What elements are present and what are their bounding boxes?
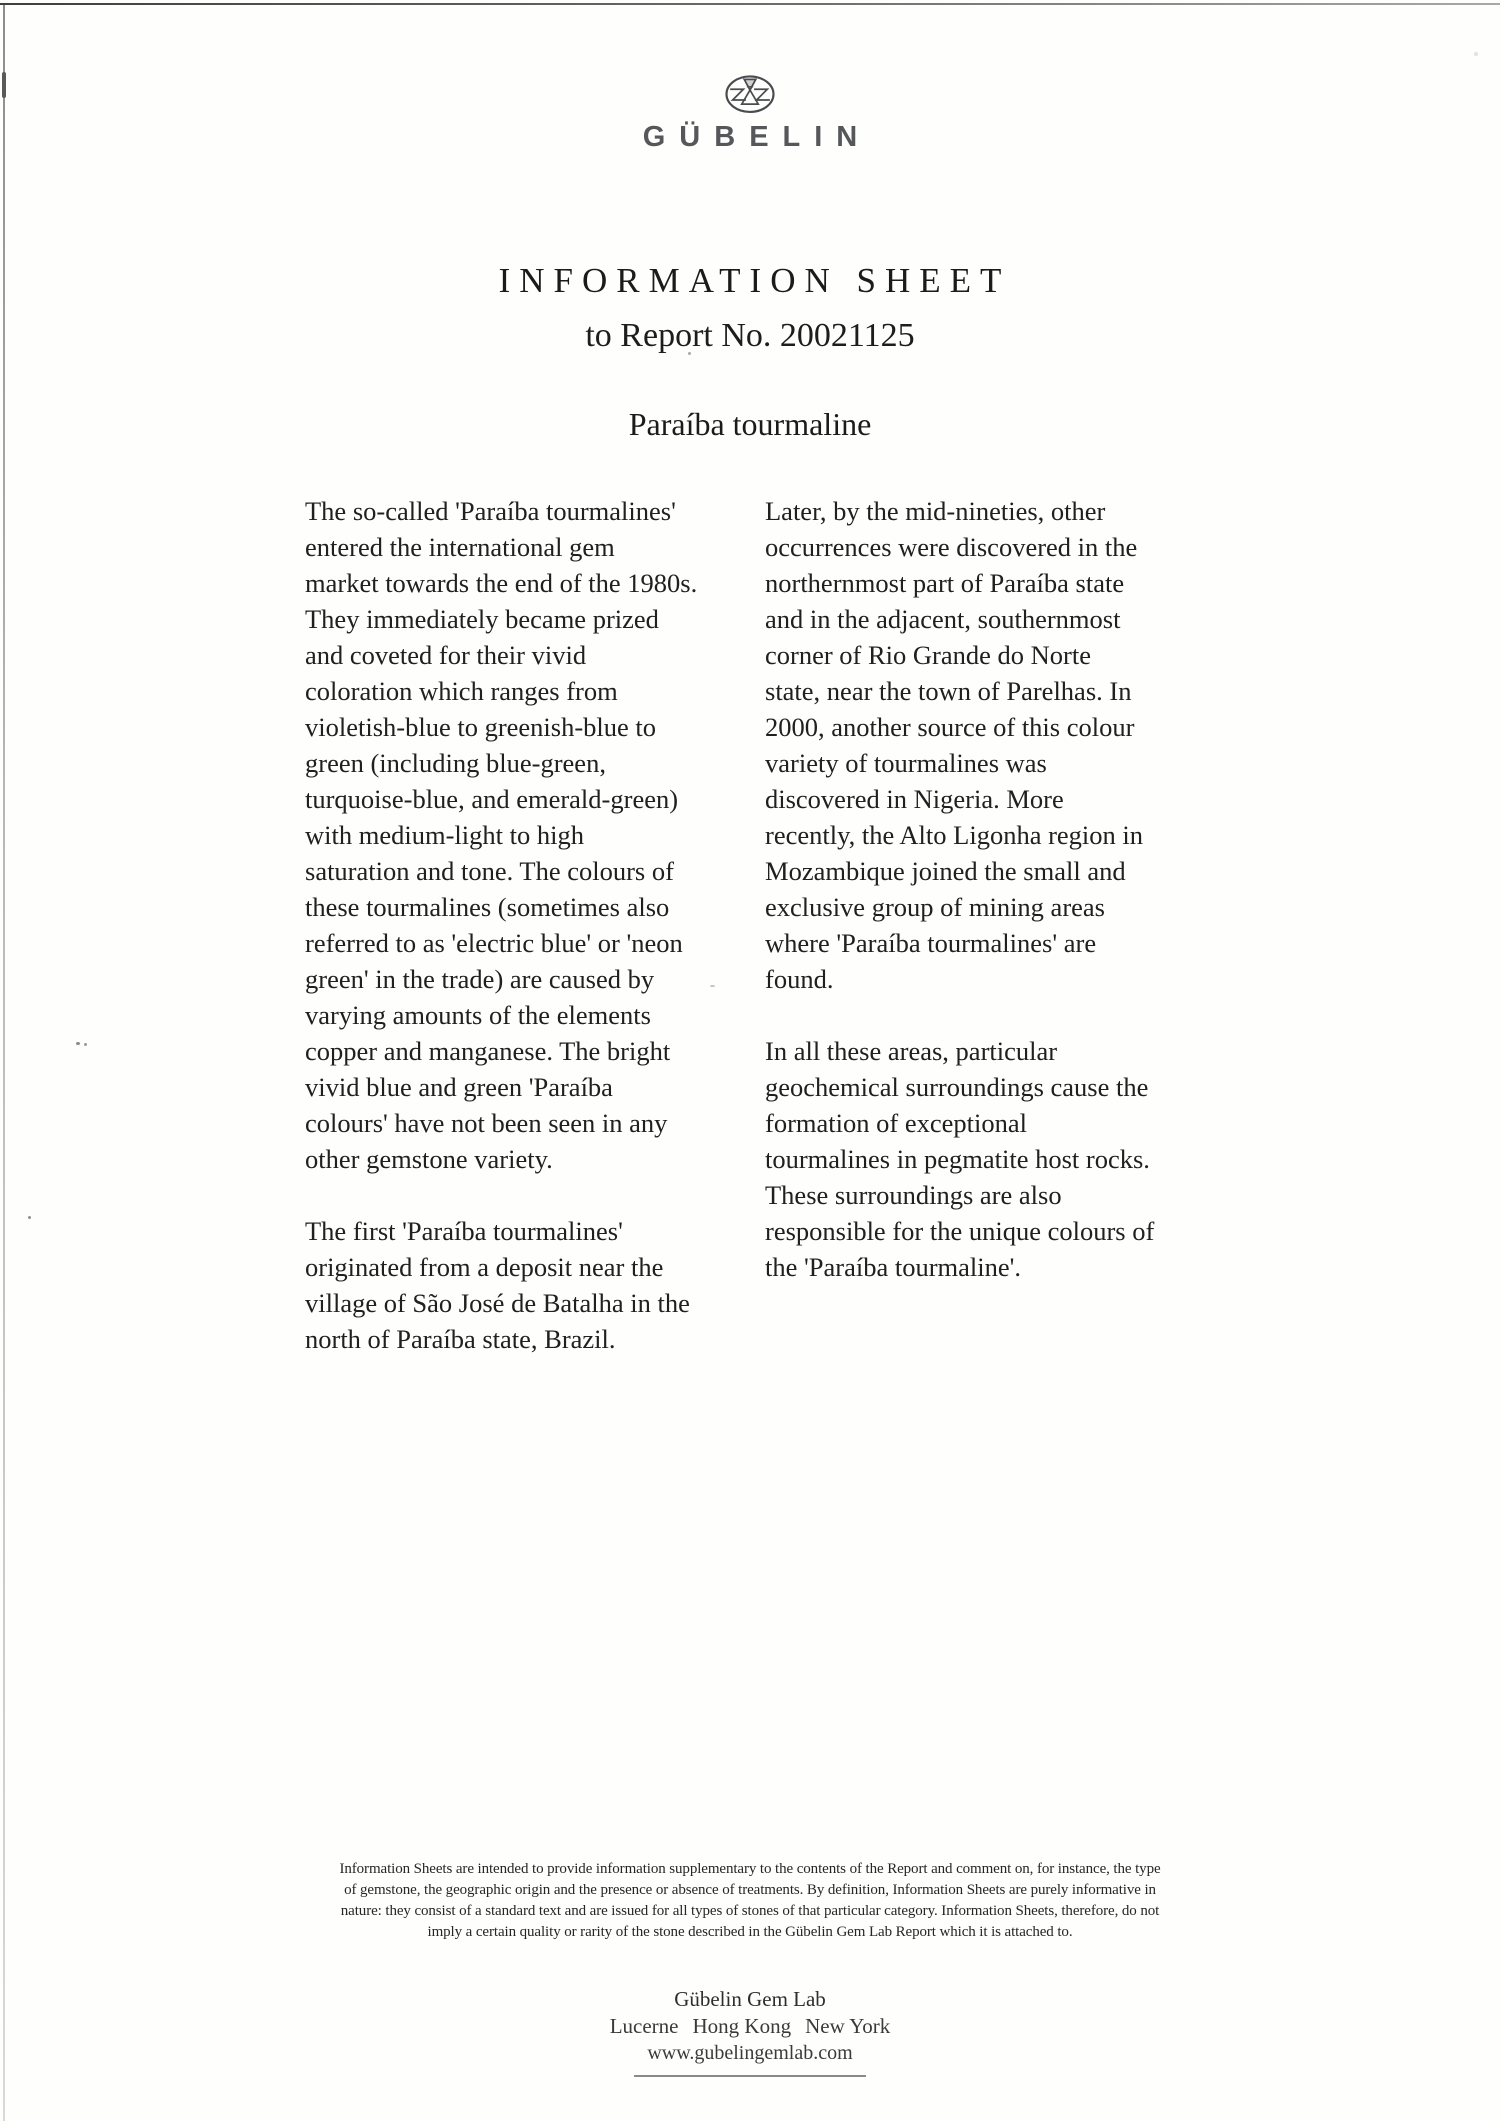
text-line: referred to as 'electric blue' or 'neon: [305, 928, 683, 958]
website-url: www.gubelingemlab.com: [647, 2042, 853, 2064]
paragraph-right-1: [765, 493, 1199, 997]
lab-name: Gübelin Gem Lab: [674, 1987, 826, 2011]
text-line: nature: they consist of a standard text and are issued for all types of stones of that particular category. Information Sheets, therefore, do not: [340, 1903, 1160, 1919]
text-line: 2000, another source of this colour: [765, 712, 1135, 742]
text-line: The so-called 'Paraíba tourmalines': [305, 496, 676, 526]
text-line: responsible for the unique colours of: [765, 1216, 1155, 1246]
body-columns: [305, 493, 1200, 1393]
locations-line: [0, 2013, 1500, 2040]
location-lucerne: Lucerne: [609, 2014, 679, 2038]
text-line: Information Sheets are intended to provide information supplementary to the contents of the Report and comment on, for instance, the type: [339, 1861, 1161, 1877]
text-line: green' in the trade) are caused by: [305, 964, 655, 994]
paragraph-right-2: [765, 1033, 1199, 1285]
paragraph-left-1: [305, 493, 739, 1177]
text-line: state, near the town of Parelhas. In: [765, 676, 1132, 706]
scan-edge-top: [0, 3, 1500, 5]
left-column: [305, 493, 739, 1393]
text-line: geochemical surroundings cause the: [765, 1072, 1149, 1102]
text-line: varying amounts of the elements: [305, 1000, 651, 1030]
footer: [0, 1986, 1500, 2077]
text-line: of gemstone, the geographic origin and the presence or absence of treatments. By definition, Information Sheets are purely informative in: [344, 1882, 1156, 1898]
text-line: northernmost part of Paraíba state: [765, 568, 1125, 598]
text-line: originated from a deposit near the: [305, 1252, 664, 1282]
right-column: [765, 493, 1199, 1393]
text-line: The first 'Paraíba tourmalines': [305, 1216, 623, 1246]
text-line: formation of exceptional: [765, 1108, 1027, 1138]
page-title: INFORMATION SHEET: [498, 261, 1011, 300]
text-line: coloration which ranges from: [305, 676, 618, 706]
text-line: discovered in Nigeria. More: [765, 784, 1064, 814]
text-line: and coveted for their vivid: [305, 640, 587, 670]
location-newyork: New York: [805, 2014, 891, 2038]
text-line: copper and manganese. The bright: [305, 1036, 671, 1066]
report-number-line: to Report No. 20021125: [585, 317, 915, 354]
text-line: imply a certain quality or rarity of the stone described in the Gübelin Gem Lab Report which it is attached to.: [427, 1924, 1073, 1940]
text-line: entered the international gem: [305, 532, 615, 562]
text-line: These surroundings are also: [765, 1180, 1062, 1210]
text-line: exclusive group of mining areas: [765, 892, 1105, 922]
subject-heading: Paraíba tourmaline: [628, 406, 872, 442]
scan-speck: [76, 1042, 80, 1045]
footer-rule: [634, 2075, 866, 2077]
text-line: In all these areas, particular: [765, 1036, 1058, 1066]
scan-speck: [1474, 52, 1478, 56]
text-line: recently, the Alto Ligonha region in: [765, 820, 1144, 850]
text-line: turquoise-blue, and emerald-green): [305, 784, 679, 814]
text-line: colours' have not been seen in any: [305, 1108, 668, 1138]
text-line: village of São José de Batalha in the: [305, 1288, 690, 1318]
scan-speck: [28, 1216, 31, 1219]
text-line: north of Paraíba state, Brazil.: [305, 1324, 616, 1354]
text-line: market towards the end of the 1980s.: [305, 568, 698, 598]
text-line: found.: [765, 964, 834, 994]
text-line: occurrences were discovered in the: [765, 532, 1138, 562]
paragraph-left-2: [305, 1213, 739, 1357]
text-line: and in the adjacent, southernmost: [765, 604, 1121, 634]
text-line: Later, by the mid-nineties, other: [765, 496, 1106, 526]
text-line: the 'Paraíba tourmaline'.: [765, 1252, 1022, 1282]
location-hongkong: Hong Kong: [692, 2014, 792, 2038]
gubelin-logo-icon: [0, 68, 1500, 127]
scan-speck: [84, 1043, 87, 1046]
text-line: saturation and tone. The colours of: [305, 856, 674, 886]
text-line: where 'Paraíba tourmalines' are: [765, 928, 1097, 958]
text-line: with medium-light to high: [305, 820, 584, 850]
text-line: variety of tourmalines was: [765, 748, 1047, 778]
text-line: corner of Rio Grande do Norte: [765, 640, 1091, 670]
text-line: vivid blue and green 'Paraíba: [305, 1072, 613, 1102]
text-line: other gemstone variety.: [305, 1144, 553, 1174]
text-line: green (including blue-green,: [305, 748, 606, 778]
text-line: tourmalines in pegmatite host rocks.: [765, 1144, 1150, 1174]
disclaimer-text: [0, 1859, 1500, 1943]
text-line: Mozambique joined the small and: [765, 856, 1126, 886]
text-line: these tourmalines (sometimes also: [305, 892, 670, 922]
text-line: They immediately became prized: [305, 604, 659, 634]
text-line: violetish-blue to greenish-blue to: [305, 712, 657, 742]
brand-wordmark: GÜBELIN: [642, 121, 872, 153]
